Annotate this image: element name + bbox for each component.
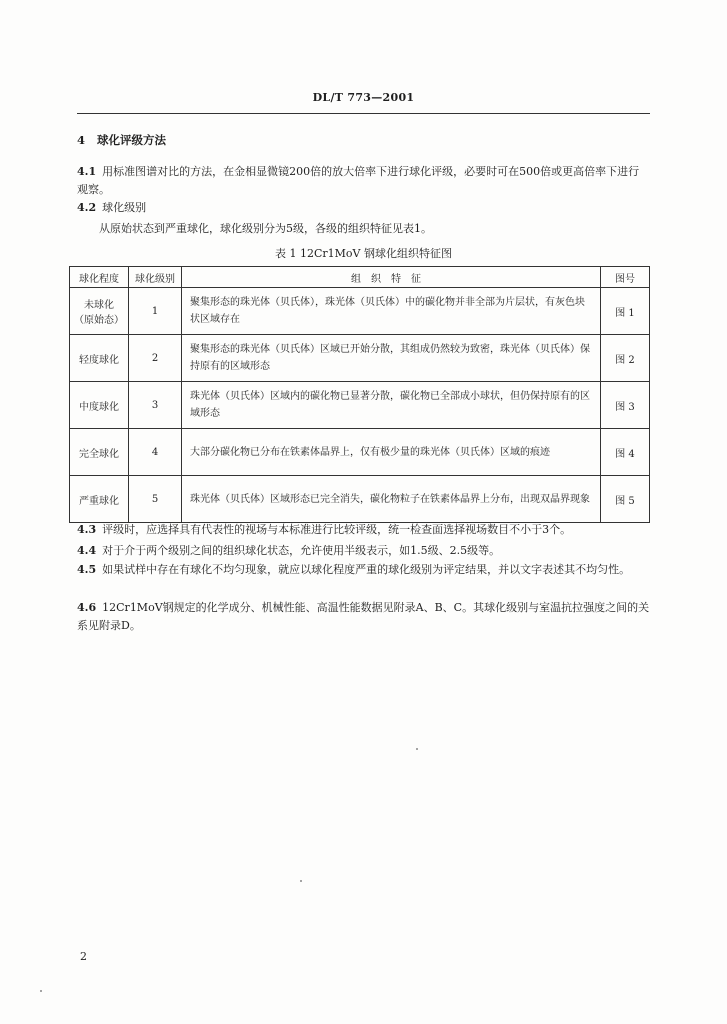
figure-cell: 图 5	[601, 476, 650, 523]
figure-cell: 图 1	[601, 288, 650, 335]
degree-cell	[70, 288, 129, 335]
level-cell: 1	[129, 288, 182, 335]
figure-cell: 图 3	[601, 382, 650, 429]
column-header-degree: 球化程度	[70, 267, 129, 288]
table-row	[70, 476, 650, 523]
scan-speck	[300, 880, 302, 882]
table-header-row	[70, 267, 650, 288]
feature-cell: 珠光体（贝氏体）区域内的碳化物已显著分散，碳化物已全部成小球状，但仍保持原有的区域形态	[182, 382, 601, 429]
clause-4-2-text: 从原始状态到严重球化，球化级别分为5级，各级的组织特征见表1。	[99, 222, 432, 235]
degree-cell: 完全球化	[70, 429, 129, 476]
level-cell: 3	[129, 382, 182, 429]
degree-cell: 中度球化	[70, 382, 129, 429]
feature-cell: 聚集形态的珠光体（贝氏体），珠光体（贝氏体）中的碳化物并非全部为片层状，有灰色块状区域存在	[182, 288, 601, 335]
clause-4-1	[77, 163, 650, 199]
feature-cell: 大部分碳化物已分布在铁素体晶界上，仅有极少量的珠光体（贝氏体）区域的痕迹	[182, 429, 601, 476]
clause-4-4	[77, 542, 650, 560]
table-row	[70, 288, 650, 335]
page-number: 2	[80, 950, 87, 963]
clause-4-3	[77, 521, 650, 539]
clause-4-2-heading	[77, 199, 146, 215]
column-header-features: 组织特征	[182, 267, 601, 288]
clause-title: 球化级别	[102, 201, 147, 214]
clause-text: 评级时，应选择具有代表性的视场与本标准进行比较评级，统一检查面选择视场数目不小于3个。	[102, 523, 572, 536]
figure-cell: 图 2	[601, 335, 650, 382]
column-header-level: 球化级别	[129, 267, 182, 288]
clause-number: 4.4	[77, 544, 97, 557]
clause-text: 如果试样中存在有球化不均匀现象，就应以球化程度严重的球化级别为评定结果，并以文字表述其不均匀性。	[102, 563, 631, 576]
section-heading	[77, 132, 166, 148]
degree-cell: 轻度球化	[70, 335, 129, 382]
scan-speck	[416, 748, 418, 750]
column-header-figure: 图号	[601, 267, 650, 288]
degree-label: 未球化	[84, 300, 114, 311]
table-row	[70, 335, 650, 382]
section-number: 4	[77, 133, 86, 147]
spheroidization-table	[69, 266, 650, 523]
clause-text: 对于介于两个级别之间的组织球化状态，允许使用半级表示，如1.5级、2.5级等。	[102, 544, 501, 557]
clause-text: 12Cr1MoV钢规定的化学成分、机械性能、高温性能数据见附录A、B、C。其球化级别与室温抗拉强度之间的关系见附录D。	[77, 601, 650, 632]
clause-number: 4.5	[77, 563, 97, 576]
table-row	[70, 382, 650, 429]
feature-cell: 珠光体（贝氏体）区域形态已完全消失，碳化物粒子在铁素体晶界上分布，出现双晶界现象	[182, 476, 601, 523]
header-divider	[77, 113, 650, 114]
document-code-header: DL/T 773—2001	[312, 91, 415, 104]
scan-speck	[40, 990, 42, 992]
table-row	[70, 429, 650, 476]
clause-text: 用标准图谱对比的方法，在金相显微镜200倍的放大倍率下进行球化评级，必要时可在500倍或更高倍率下进行观察。	[77, 165, 640, 196]
level-cell: 2	[129, 335, 182, 382]
level-cell: 4	[129, 429, 182, 476]
degree-sublabel: （原始态）	[74, 315, 124, 326]
clause-4-6	[77, 599, 650, 635]
degree-cell: 严重球化	[70, 476, 129, 523]
section-title-text: 球化评级方法	[97, 133, 167, 147]
clause-number: 4.3	[77, 523, 97, 536]
clause-number: 4.6	[77, 601, 97, 614]
figure-cell: 图 4	[601, 429, 650, 476]
level-cell: 5	[129, 476, 182, 523]
feature-cell: 聚集形态的珠光体（贝氏体）区域已开始分散，其组成仍然较为致密，珠光体（贝氏体）保持原有的区域形态	[182, 335, 601, 382]
clause-4-5	[77, 561, 650, 579]
clause-number: 4.2	[77, 201, 97, 214]
clause-number: 4.1	[77, 165, 97, 178]
table-caption: 表 1 12Cr1MoV 钢球化组织特征图	[275, 247, 452, 260]
